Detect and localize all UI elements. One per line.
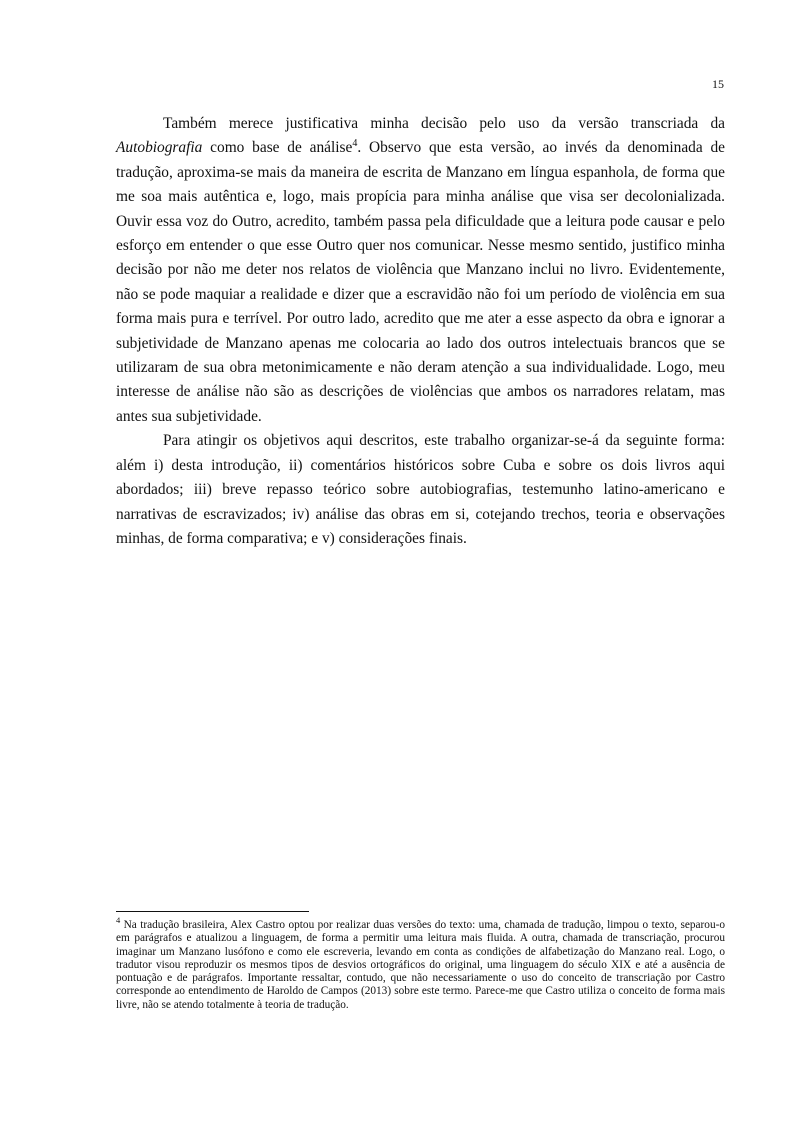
footnote-reference-4[interactable]: 4: [352, 138, 358, 150]
paragraph-1-rest: . Observo que esta versão, ao invés da denominada de tradução, aproxima-se mais da maneira de escrita de Manzano em língua espanhola, de forma que me soa mais autêntica e, logo, mais propícia para minha análise que visa ser decolonializada. Ouvir essa voz do Outro, acredito, também passa pela dificuldade que a leitura pode causar e pelo esforço em entender o que esse Outro quer nos comunicar. Nesse mesmo sentido, justifico minha decisão por não me deter nos relatos de violência que Manzano inclui no livro. Evidentemente, não se pode maquiar a realidade e dizer que a escravidão não foi um período de violência em sua forma mais pura e terrível. Por outro lado, acredito que me ater a esse aspecto da obra e ignorar a subjetividade de Manzano apenas me colocaria ao lado dos outros intelectuais brancos que se utilizaram de sua obra metonimicamente e não deram atenção a sua individualidade. Logo, meu interesse de análise não são as descrições de violências que ambos os narradores relatam, mas antes sua subjetividade.: [116, 139, 726, 425]
paragraph-1-before-ref: como base de análise: [202, 139, 353, 157]
paragraph-2: Para atingir os objetivos aqui descritos, este trabalho organizar-se-á da seguinte forma: além i) desta introdução, ii) comentários históricos sobre Cuba e sobre os dois livros aqui abordados; iii) breve repasso teórico sobre autobiografias, testemunho latino-americano e narrativas de escravizados; iv) análise das obras em si, cotejando trechos, teoria e observações minhas, de forma comparativa; e v) considerações finais.: [116, 432, 725, 547]
body-text: [116, 112, 725, 551]
paragraph-1: [116, 112, 725, 429]
footnote-4: [116, 915, 725, 1012]
paragraph-1-intro: Também merece justificativa minha decisão pelo uso da versão transcriada da: [163, 115, 725, 132]
footnote-separator: [116, 911, 309, 912]
footnote-4-text: [116, 915, 725, 1012]
book-title-autobiografia: Autobiografia: [116, 139, 203, 157]
page-number: 15: [712, 77, 724, 91]
footnote-marker: 4: [116, 915, 121, 926]
footnote-body: Na tradução brasileira, Alex Castro optou por realizar duas versões do texto: uma, chamada de tradução, limpou o texto, separou-o em parágrafos e atualizou a linguagem, de forma a permitir uma leitura mais fluida. A outra, chamada de transcriação, procurou imaginar um Manzano lusófono e como ele escreveria, levando em conta as condições de alfabetização do Manzano real. Logo, o tradutor visou reproduzir os mesmos tipos de desvios ortográficos do original, uma linguagem do século XIX e até a ausência de pontuação e de parágrafos. Importante ressaltar, contudo, que não necessariamente o uso do conceito de transcriação por Castro corresponde ao entendimento de Haroldo de Campos (2013) sobre este termo. Parece-me que Castro utiliza o conceito de forma mais livre, não se atendo totalmente à teoria de tradução.: [116, 919, 725, 1011]
